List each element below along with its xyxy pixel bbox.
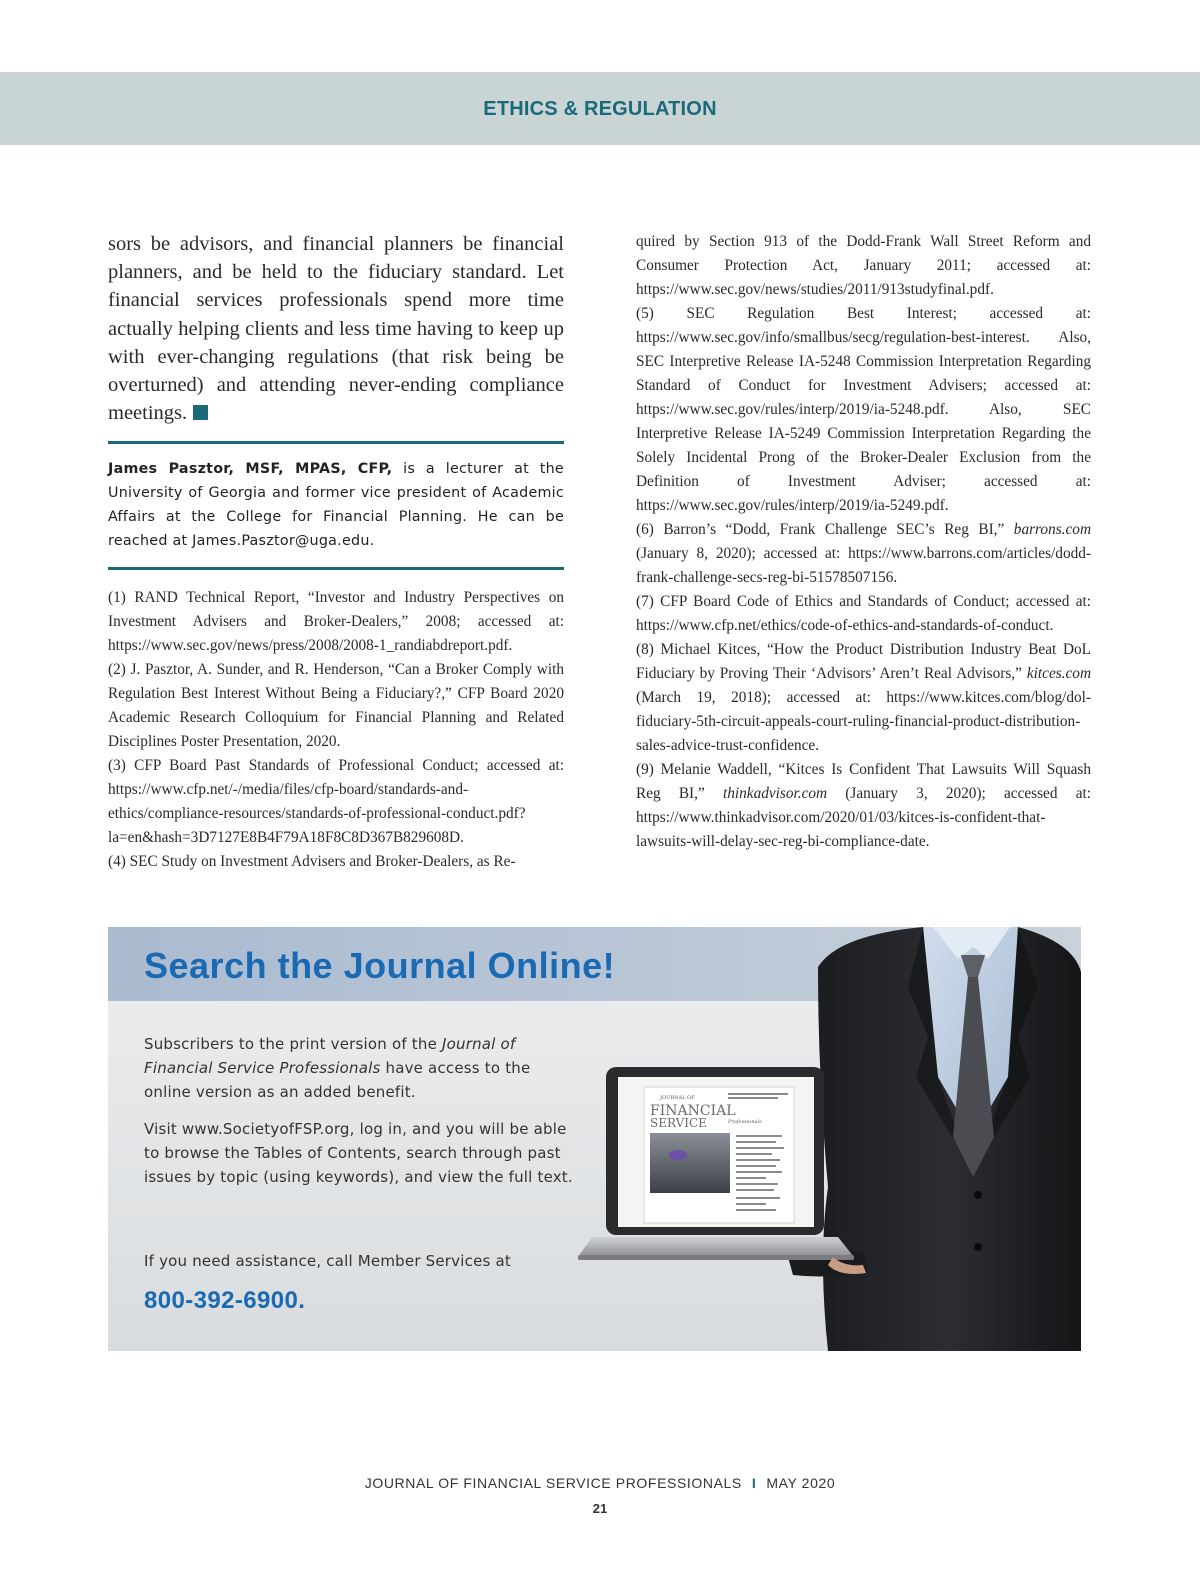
author-bio bbox=[108, 444, 564, 553]
member-services-phone: 800-392-6900. bbox=[144, 1287, 306, 1314]
endnote: (6) Barron’s “Dodd, Frank Challenge SEC’s Reg BI,” barrons.com (January 8, 2020); accessed at: https://www.barrons.com/articles/dodd-frank-challenge-secs-reg-bi-51578507156. bbox=[636, 521, 1091, 586]
source-name: kitces.com bbox=[1026, 665, 1091, 682]
author-bio-text: is a lecturer at the University of Georgia and former vice president of Academic Affairs at the College for Financial Planning. He can be reached at James.Pasztor@uga.edu. bbox=[108, 461, 564, 550]
ad-title: Search the Journal Online! bbox=[144, 945, 616, 986]
ad-subscribers-text: Subscribers to the print version of the Journal of Financial Service Professionals have access to the online version as an added benefit. bbox=[144, 1035, 531, 1101]
jacket-button bbox=[974, 1191, 982, 1199]
source-name: barrons.com bbox=[1013, 521, 1091, 538]
ad-visit-text: Visit www.SocietyofFSP.org, log in, and you will be able to browse the Tables of Contents, search through past issues by topic (using keywords), and view the full text. bbox=[144, 1120, 573, 1186]
journal-online-ad bbox=[108, 927, 1081, 1351]
laptop-keyboard-base bbox=[578, 1237, 854, 1257]
footer-separator: I bbox=[751, 1475, 757, 1491]
closing-paragraph-text: sors be advisors, and financial planners be financial planners, and be held to the fiduciary standard. Let financial services professionals spend more time actually helping clients and less time having to keep up with ever-changing regulations (that risk being be overturned) and attending never-ending compliance meetings. bbox=[108, 233, 564, 425]
left-column bbox=[108, 230, 564, 874]
closing-paragraph bbox=[108, 230, 564, 427]
footer-issue: MAY 2020 bbox=[766, 1475, 836, 1491]
umbrella bbox=[669, 1150, 687, 1160]
endnotes-left bbox=[108, 570, 564, 874]
end-mark-icon bbox=[193, 405, 208, 420]
businessman-laptop-photo bbox=[578, 927, 1081, 1351]
masthead-tag: Professionals bbox=[728, 1119, 762, 1125]
endnote: quired by Section 913 of the Dodd-Frank Wall Street Reform and Consumer Protection Act, January 2011; accessed at: https://www.sec.gov/news/studies/2011/913studyfinal.pdf. bbox=[636, 233, 1091, 298]
cover-photo bbox=[650, 1133, 730, 1193]
laptop-edge bbox=[578, 1255, 854, 1260]
endnote: (3) CFP Board Past Standards of Professional Conduct; accessed at: https://www.cfp.net/-/media/files/cfp-board/standards-and-ethics/compliance-resources/standards-of-professional-conduct.pdf?la=en&hash=3D7127E8B4F79A18F8C8D367B829608D. bbox=[108, 757, 564, 847]
journal-name: Journal of Financial Service Professionals bbox=[144, 1035, 516, 1077]
endnote: (1) RAND Technical Report, “Investor and Industry Perspectives on Investment Advisers and Broker-Dealers,” 2008; accessed at: https://www.sec.gov/news/press/2008/2008-1_randiabdreport.pdf. bbox=[108, 589, 564, 655]
page-footer bbox=[0, 1475, 1200, 1491]
ad-assistance-text: If you need assistance, call Member Services at bbox=[144, 1252, 511, 1270]
author-name: James Pasztor, MSF, MPAS, CFP, bbox=[108, 461, 393, 478]
page-number: 21 bbox=[592, 1501, 608, 1516]
endnotes-right bbox=[636, 230, 1091, 854]
jacket-button bbox=[974, 1243, 982, 1251]
masthead-service: SERVICE bbox=[650, 1116, 707, 1130]
right-column bbox=[636, 230, 1091, 854]
masthead-financial: FINANCIAL bbox=[650, 1103, 736, 1119]
masthead-top: JOURNAL OF bbox=[660, 1095, 695, 1101]
endnote: (8) Michael Kitces, “How the Product Distribution Industry Beat DoL Fiduciary by Proving Their ‘Advisors’ Aren’t Real Advisors,” kitces.com (March 19, 2018); accessed at: https://www.kitces.com/blog/dol-fiduciary-5th-circuit-appeals-court-ruling-financial-product-distribution-sales-advice-trust-confidence. bbox=[636, 641, 1091, 754]
footer-journal: JOURNAL OF FINANCIAL SERVICE PROFESSIONALS bbox=[364, 1475, 742, 1491]
source-name: thinkadvisor.com bbox=[722, 785, 828, 802]
endnote: (7) CFP Board Code of Ethics and Standards of Conduct; accessed at: https://www.cfp.net/ethics/code-of-ethics-and-standards-of-conduct. bbox=[636, 593, 1091, 634]
section-title: ETHICS & REGULATION bbox=[483, 98, 717, 120]
endnote: (2) J. Pasztor, A. Sunder, and R. Henderson, “Can a Broker Comply with Regulation Best Interest Without Being a Fiduciary?,” CFP Board 2020 Academic Research Colloquium for Financial Planning and Related Disciplines Poster Presentation, 2020. bbox=[108, 661, 564, 751]
endnote: (5) SEC Regulation Best Interest; accessed at: https://www.sec.gov/info/smallbus/secg/regulation-best-interest. Also, SEC Interpretive Release IA-5248 Commission Interpretation Regarding Standard of Conduct for Investment Advisers; accessed at: https://www.sec.gov/rules/interp/2019/ia-5248.pdf. Also, SEC Interpretive Release IA-5249 Commission Interpretation Regarding the Solely Incidental Prong of the Broker-Dealer Exclusion from the Definition of Investment Adviser; accessed at: https://www.sec.gov/rules/interp/2019/ia-5249.pdf. bbox=[636, 305, 1091, 514]
endnote: (4) SEC Study on Investment Advisers and Broker-Dealers, as Re- bbox=[108, 853, 516, 871]
endnote: (9) Melanie Waddell, “Kitces Is Confident That Lawsuits Will Squash Reg BI,” thinkadvisor.com (January 3, 2020); accessed at: https://www.thinkadvisor.com/2020/01/03/kitces-is-confident-that-lawsuits-will-delay-sec-reg-bi-compliance-date. bbox=[636, 761, 1091, 850]
